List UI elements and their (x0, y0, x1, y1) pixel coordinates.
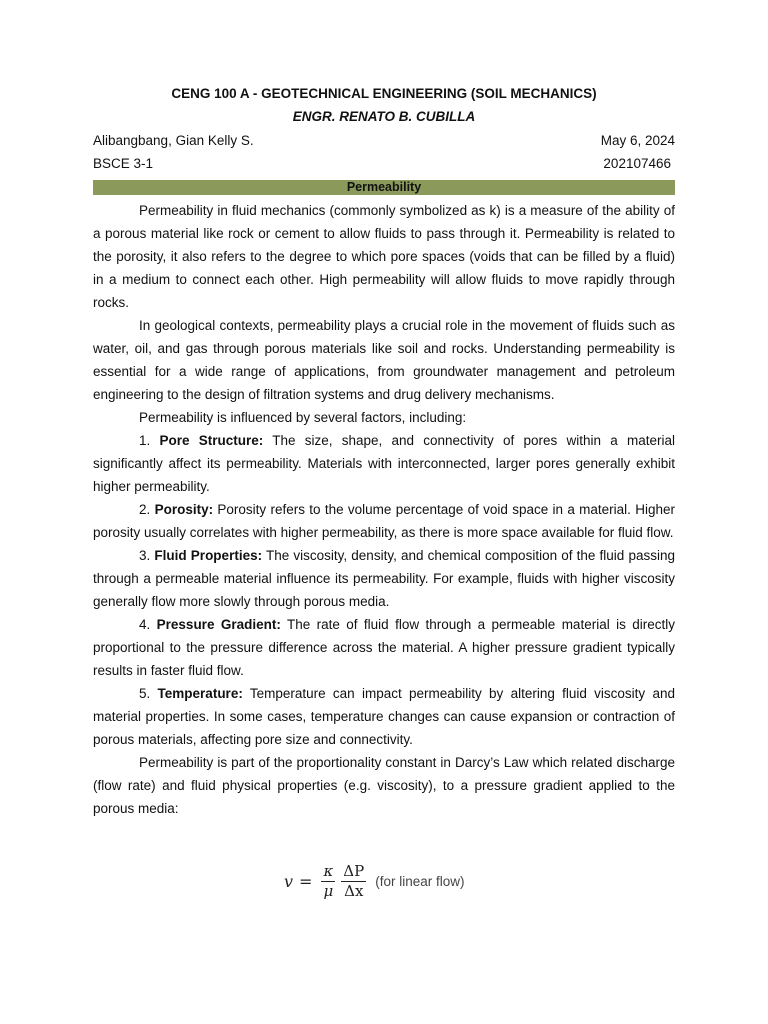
formula-equals: = (299, 871, 313, 891)
darcy-law-formula (284, 858, 494, 904)
formula-lhs: v (284, 871, 294, 891)
submission-date: May 6, 2024 (600, 133, 675, 148)
factor-number: 5. (139, 686, 151, 701)
paragraph-definition: Permeability in fluid mechanics (commonly symbolized as k) is a measure of the ability of a porous material like rock or cement to allow fluids to pass through it. Permeability is related to the porosity, it also refers to the degree to which pore spaces (voids that can be filled by a fluid) in a medium to connect each other. High permeability will allow fluids to move rapidly through rocks. (93, 203, 675, 310)
formula-mu: μ (323, 881, 334, 900)
course-title: CENG 100 A - GEOTECHNICAL ENGINEERING (SOIL MECHANICS) (171, 86, 597, 101)
student-info-row (93, 133, 675, 148)
factor-number: 1. (139, 433, 151, 448)
factor-term: Porosity: (154, 502, 214, 517)
class-section: BSCE 3-1 (93, 156, 154, 171)
factor-number: 2. (139, 502, 151, 517)
formula-delta-p: ΔP (343, 861, 365, 880)
paragraph-darcy: Permeability is part of the proportionality constant in Darcy’s Law which related discharge (flow rate) and fluid physical properties (e.g. viscosity), to a pressure gradient applied to the porous media: (93, 755, 675, 816)
paragraph-factors-intro: Permeability is influenced by several factors, including: (139, 410, 467, 425)
formula-kappa: κ (323, 861, 334, 880)
factor-item (93, 613, 675, 682)
document-body (93, 199, 675, 820)
section-title-bar: Permeability (93, 180, 675, 195)
factor-number: 3. (139, 548, 151, 563)
factor-item (93, 544, 675, 613)
factor-item (93, 429, 675, 498)
formula-note: (for linear flow) (375, 873, 465, 889)
instructor-name: ENGR. RENATO B. CUBILLA (292, 109, 476, 124)
factor-number: 4. (139, 617, 151, 632)
formula-fraction-permeability (321, 862, 335, 901)
paragraph-geology: In geological contexts, permeability plays a crucial role in the movement of fluids such as water, oil, and gas through porous materials like soil and rocks. Understanding permeability is essential for a wide range of applications, from groundwater management and petroleum engineering to the design of filtration systems and drug delivery mechanisms. (93, 318, 675, 402)
factor-term: Fluid Properties: (154, 548, 263, 563)
factor-text: Porosity refers to the volume percentage of void space in a material. Higher porosity usually correlates with higher permeability, as there is more space available for fluid flow. (93, 502, 675, 540)
factor-term: Temperature: (157, 686, 243, 701)
student-name: Alibangbang, Gian Kelly S. (93, 133, 254, 148)
factor-item (93, 498, 675, 544)
factor-term: Pore Structure: (159, 433, 264, 448)
factor-text: The size, shape, and connectivity of pores within a material significantly affect its permeability. Materials with interconnected, larger pores generally exhibit higher permeability. (93, 433, 675, 494)
factor-term: Pressure Gradient: (156, 617, 281, 632)
factor-item (93, 682, 675, 751)
section-info-row (93, 156, 675, 171)
factor-text: Temperature can impact permeability by altering fluid viscosity and material properties. In some cases, temperature changes can cause expansion or contraction of porous materials, affecting pore size and connectivity. (93, 686, 675, 747)
factor-text: The viscosity, density, and chemical composition of the fluid passing through a permeable material influence its permeability. For example, fluids with higher viscosity generally flow more slowly through porous media. (93, 548, 675, 609)
factor-text: The rate of fluid flow through a permeable material is directly proportional to the pressure difference across the material. A higher pressure gradient typically results in faster fluid flow. (93, 617, 675, 678)
formula-fraction-gradient (341, 862, 366, 901)
formula-delta-x: Δx (344, 881, 364, 900)
student-id: 202107466 (603, 156, 671, 171)
